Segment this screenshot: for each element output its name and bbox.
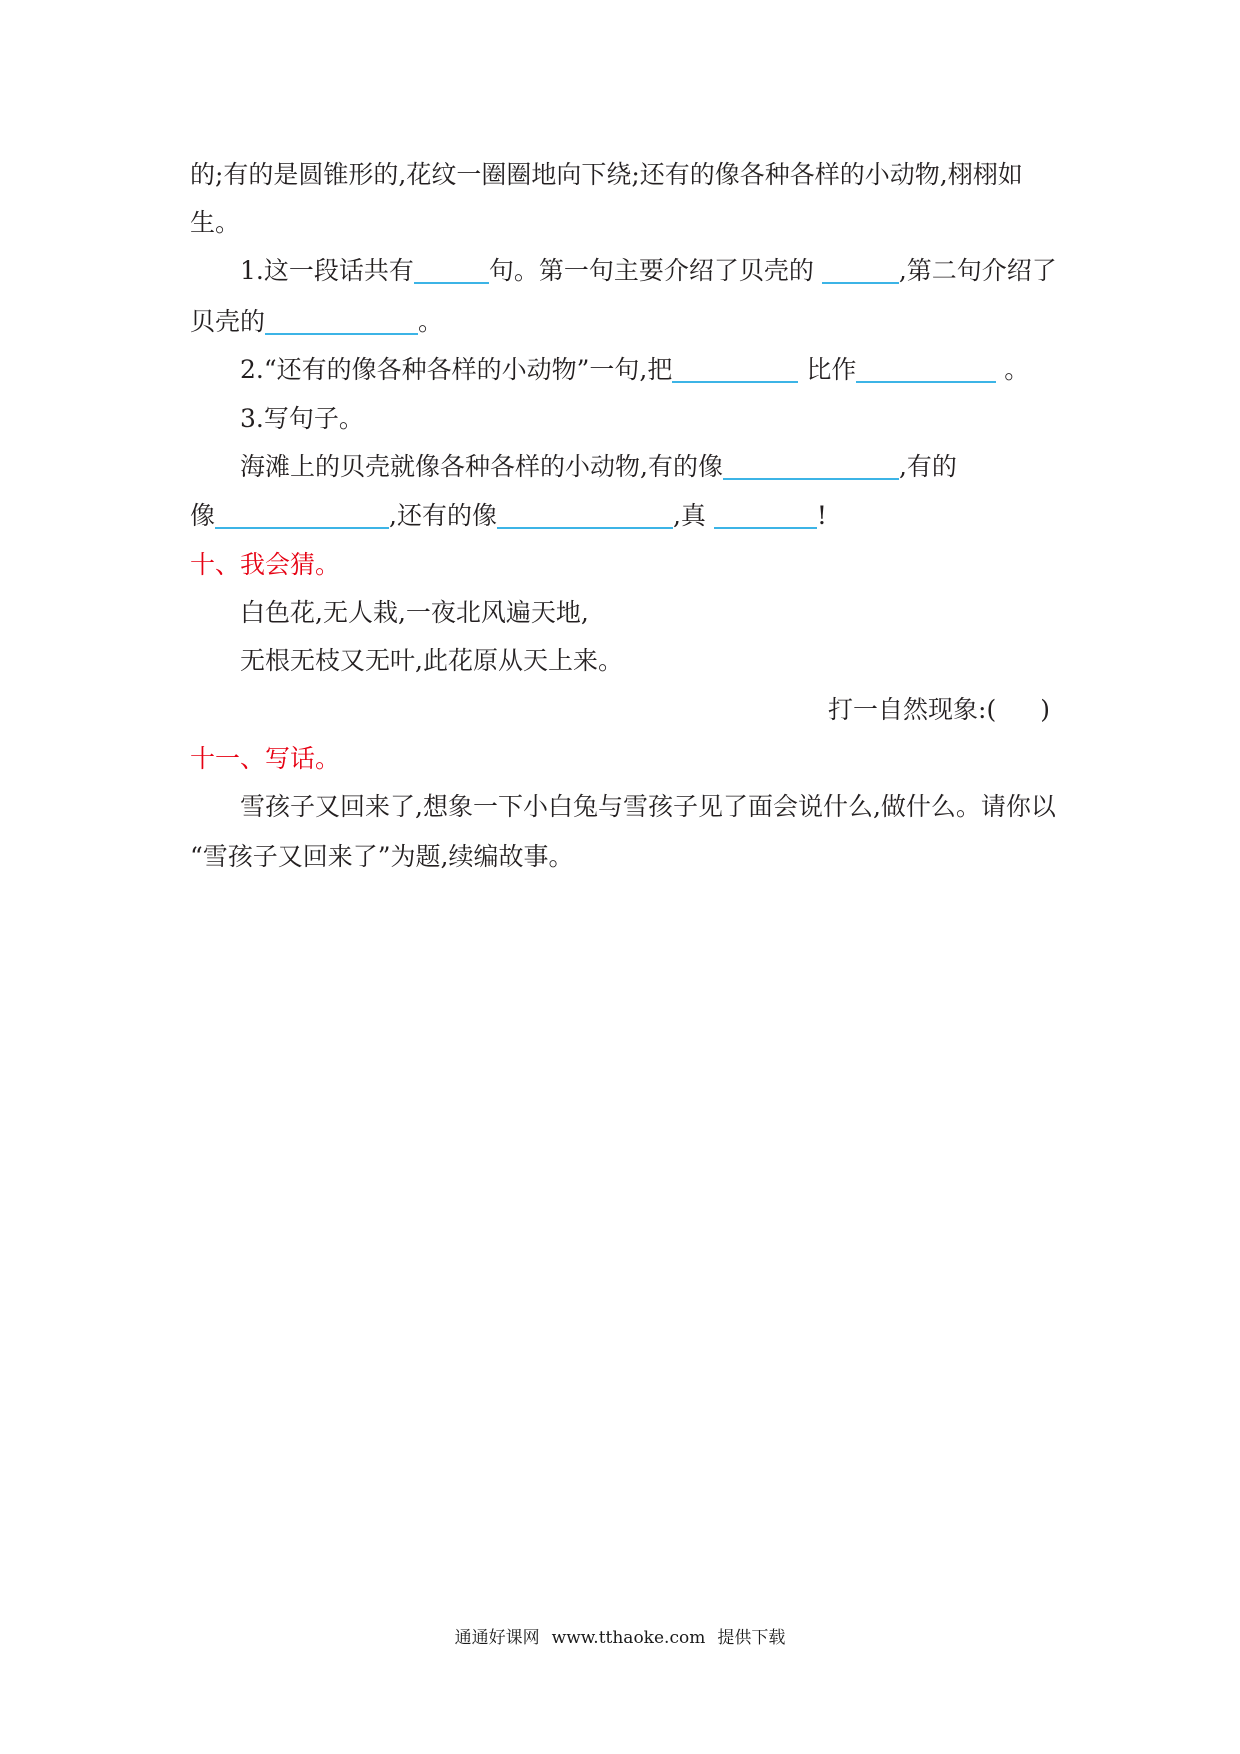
fill-blank-compare-to xyxy=(856,357,996,383)
fill-blank-sentence-count xyxy=(414,258,489,284)
question-3-line-1 xyxy=(240,452,957,482)
riddle-answer-close: ) xyxy=(1040,695,1050,724)
question-2-text-a: 2.“还有的像各种各样的小动物”一句,把 xyxy=(240,355,673,384)
fill-blank-exclaim xyxy=(714,503,817,529)
footer-suffix: 提供下载 xyxy=(717,1628,786,1648)
question-1-text-d: 贝壳的 xyxy=(190,307,266,336)
question-1-text-e: 。 xyxy=(418,307,444,336)
question-3-line-2 xyxy=(190,501,827,531)
fill-blank-first-sentence xyxy=(822,258,899,284)
writing-prompt-line-2: “雪孩子又回来了”为题,续编故事。 xyxy=(190,842,574,871)
question-3-text-f: ! xyxy=(816,501,827,530)
riddle-line-1: 白色花,无人栽,一夜北风遍天地, xyxy=(240,598,589,627)
passage-line-2: 生。 xyxy=(190,208,241,237)
question-1-line-2 xyxy=(190,307,443,337)
fill-blank-like-2 xyxy=(215,503,389,529)
question-3-text-d: ,还有的像 xyxy=(389,501,497,530)
page-footer xyxy=(0,1626,1240,1650)
question-1-text-b: 句。第一句主要介绍了贝壳的 xyxy=(488,256,822,285)
section-10-heading: 十、我会猜。 xyxy=(190,550,341,579)
riddle-answer-line xyxy=(828,695,1050,725)
question-2-text-c: 。 xyxy=(996,355,1030,384)
section-11-heading: 十一、写话。 xyxy=(190,744,341,773)
question-1-text-a: 1.这一段话共有 xyxy=(240,256,414,285)
fill-blank-like-3 xyxy=(497,503,673,529)
fill-blank-like-1 xyxy=(723,454,899,480)
footer-url: www.tthaoke.com xyxy=(551,1628,706,1648)
writing-prompt-line-1: 雪孩子又回来了,想象一下小白兔与雪孩子见了面会说什么,做什么。请你以 xyxy=(240,792,1056,821)
riddle-line-2: 无根无枝又无叶,此花原从天上来。 xyxy=(240,646,623,675)
question-1-line-1 xyxy=(240,256,1057,286)
question-2-line xyxy=(240,355,1029,385)
footer-site-name: 通通好课网 xyxy=(454,1628,540,1648)
passage-line-1: 的;有的是圆锥形的,花纹一圈圈地向下绕;还有的像各种各样的小动物,栩栩如 xyxy=(190,160,1023,189)
question-3-text-e: ,真 xyxy=(672,501,714,530)
question-3-title: 3.写句子。 xyxy=(240,404,364,433)
question-2-text-b: 比作 xyxy=(798,355,857,384)
riddle-answer-prompt: 打一自然现象:( xyxy=(828,695,997,724)
question-3-text-a: 海滩上的贝壳就像各种各样的小动物,有的像 xyxy=(240,452,723,481)
fill-blank-compare-from xyxy=(672,357,798,383)
fill-blank-second-sentence xyxy=(265,309,418,335)
question-3-text-c: 像 xyxy=(190,501,216,530)
question-1-text-c: ,第二句介绍了 xyxy=(898,256,1057,285)
question-3-text-b: ,有的 xyxy=(898,452,957,481)
